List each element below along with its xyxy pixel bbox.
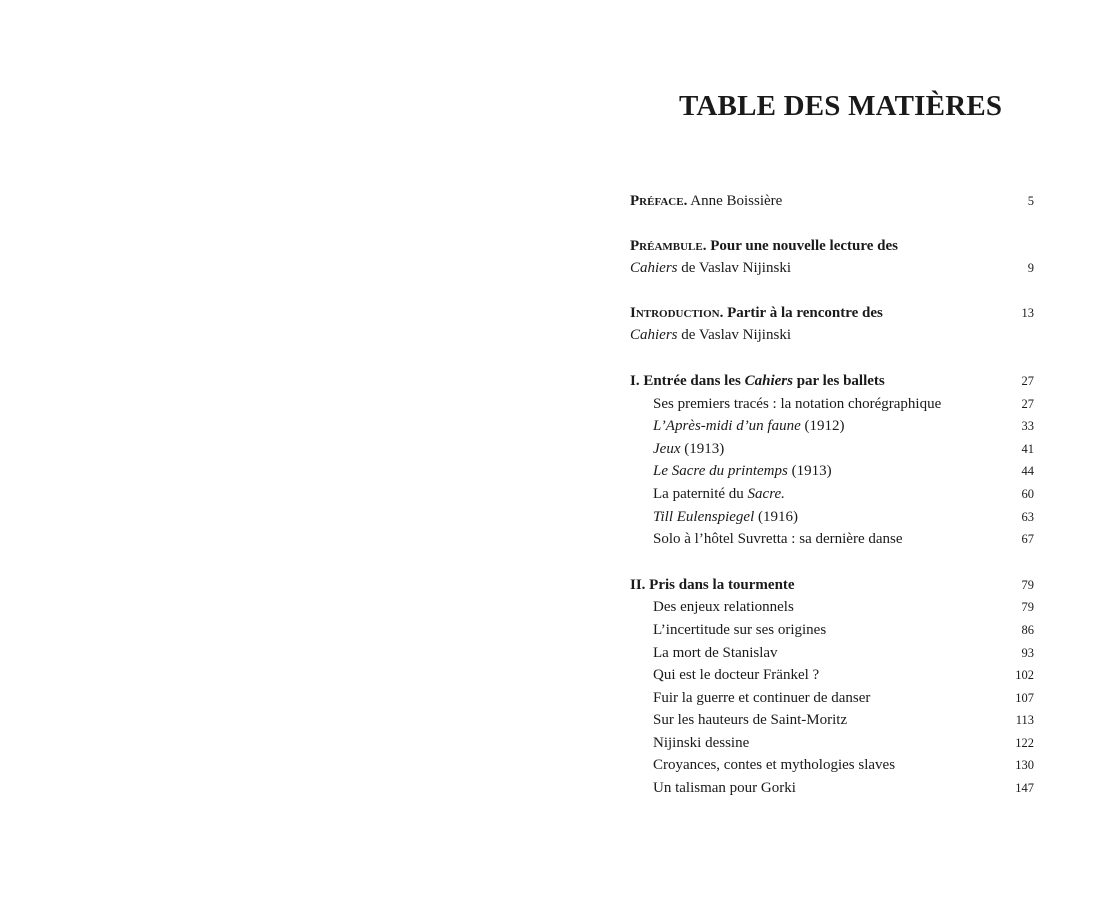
toc-subentry[interactable] [630, 483, 1034, 506]
entry-italic: Till Eulenspiegel [653, 508, 755, 525]
page-number: 27 [1021, 373, 1034, 388]
toc-subentry[interactable] [630, 709, 1034, 732]
page-number: 13 [1021, 305, 1034, 320]
entry-label [653, 415, 845, 438]
page-number: 44 [1021, 464, 1034, 479]
page-number: 130 [1015, 758, 1034, 773]
entry-label: II. Pris dans la tourmente [630, 576, 795, 593]
entry-label: Nijinski dessine [653, 734, 750, 751]
entry-text: Partir à la rencontre des [723, 304, 883, 321]
toc-subentry[interactable] [630, 506, 1034, 529]
page-number: 113 [1015, 713, 1034, 728]
entry-label: Qui est le docteur Fränkel ? [653, 667, 820, 684]
entry-label: Des enjeux relationnels [653, 599, 794, 616]
entry-label [653, 438, 724, 461]
entry-text: par les ballets [792, 372, 885, 389]
entry-text: I. Entrée dans les [630, 372, 745, 389]
toc-subentry[interactable] [630, 642, 1034, 665]
entry-text: La paternité du [653, 485, 748, 502]
spacer [630, 213, 1034, 235]
entry-text: Pour une nouvelle lecture des [706, 237, 899, 254]
entry-text: (1916) [754, 508, 798, 525]
page-number: 67 [1021, 532, 1034, 547]
page-title: TABLE DES MATIÈRES [679, 90, 1003, 122]
toc-subentry[interactable] [630, 393, 1034, 416]
toc-entry-preambule[interactable] [630, 235, 1034, 258]
toc-entry-introduction-cont[interactable] [630, 324, 1034, 347]
entry-label [653, 460, 832, 483]
toc-subentry[interactable] [630, 732, 1034, 755]
page-number: 41 [1021, 441, 1034, 456]
page-number: 27 [1021, 396, 1034, 411]
page-number: 93 [1021, 645, 1034, 660]
page-number: 107 [1015, 690, 1034, 705]
toc-subentry[interactable] [630, 619, 1034, 642]
page-number: 79 [1021, 600, 1034, 615]
entry-italic: Jeux [653, 440, 681, 457]
toc-subentry[interactable] [630, 777, 1034, 800]
entry-text: (1913) [787, 463, 832, 480]
entry-text: de Vaslav Nijinski [677, 260, 791, 277]
toc-subentry[interactable] [630, 596, 1034, 619]
page-number: 60 [1021, 486, 1034, 501]
page-number: 79 [1021, 577, 1034, 592]
entry-label [653, 483, 785, 506]
entry-label: Sur les hauteurs de Saint-Moritz [653, 712, 848, 729]
toc-subentry[interactable] [630, 754, 1034, 777]
spacer [630, 280, 1034, 302]
toc-entry-introduction[interactable] [630, 302, 1034, 325]
entry-text: Anne Boissière [687, 193, 783, 209]
page-number: 102 [1015, 668, 1034, 683]
entry-italic: Cahiers [630, 260, 678, 277]
entry-italic: Cahiers [744, 372, 793, 389]
entry-label [630, 257, 791, 280]
entry-label [630, 235, 898, 258]
entry-text: de Vaslav Nijinski [677, 327, 791, 344]
entry-head: Préambule. [630, 237, 707, 254]
page-number: 33 [1021, 419, 1034, 434]
toc-subentry[interactable] [630, 664, 1034, 687]
toc-entry-preface[interactable] [630, 190, 1034, 213]
entry-head: Introduction. [630, 304, 724, 321]
entry-italic: L’Après-midi d’un faune [653, 418, 801, 435]
entry-label [653, 393, 941, 416]
toc-subentry[interactable] [630, 415, 1034, 438]
right-page [559, 0, 1118, 904]
toc-entry-part-2[interactable] [630, 574, 1034, 597]
entry-label: Fuir la guerre et continuer de danser [653, 689, 871, 706]
entry-italic: Le Sacre du printemps [653, 463, 788, 480]
entry-label: La mort de Stanislav [653, 644, 778, 661]
page-number: 63 [1021, 509, 1034, 524]
entry-label [630, 324, 791, 347]
entry-label [630, 190, 782, 213]
page-number: 86 [1021, 622, 1034, 637]
entry-label [653, 528, 903, 551]
toc-subentry[interactable] [630, 687, 1034, 710]
page-number: 5 [1027, 194, 1034, 208]
entry-label: Un talisman pour Gorki [653, 780, 796, 797]
entry-label [653, 506, 798, 529]
toc-subentry[interactable] [630, 460, 1034, 483]
toc-subentry[interactable] [630, 438, 1034, 461]
page-number: 122 [1015, 735, 1034, 750]
entry-text: Solo à l’hôtel Suvretta : sa dernière danse [653, 531, 903, 548]
entry-label: L’incertitude sur ses origines [653, 621, 827, 638]
entry-text: Ses premiers tracés : la notation chorégraphique [653, 395, 942, 412]
toc-entry-part-1[interactable] [630, 370, 1034, 393]
page-number: 9 [1027, 261, 1034, 276]
entry-italic: Sacre. [747, 485, 785, 502]
page-number: 147 [1015, 781, 1034, 796]
table-of-contents [630, 190, 1034, 800]
entry-text: (1913) [680, 440, 725, 457]
toc-entry-preambule-cont[interactable] [630, 257, 1034, 280]
entry-label [630, 370, 885, 393]
entry-label: Croyances, contes et mythologies slaves [653, 757, 896, 774]
toc-subentry[interactable] [630, 528, 1034, 551]
spacer [630, 347, 1034, 370]
entry-italic: Cahiers [630, 327, 678, 344]
entry-text: (1912) [800, 418, 845, 435]
entry-head: Préface. [630, 193, 688, 209]
entry-label [630, 302, 883, 325]
spacer [630, 551, 1034, 574]
